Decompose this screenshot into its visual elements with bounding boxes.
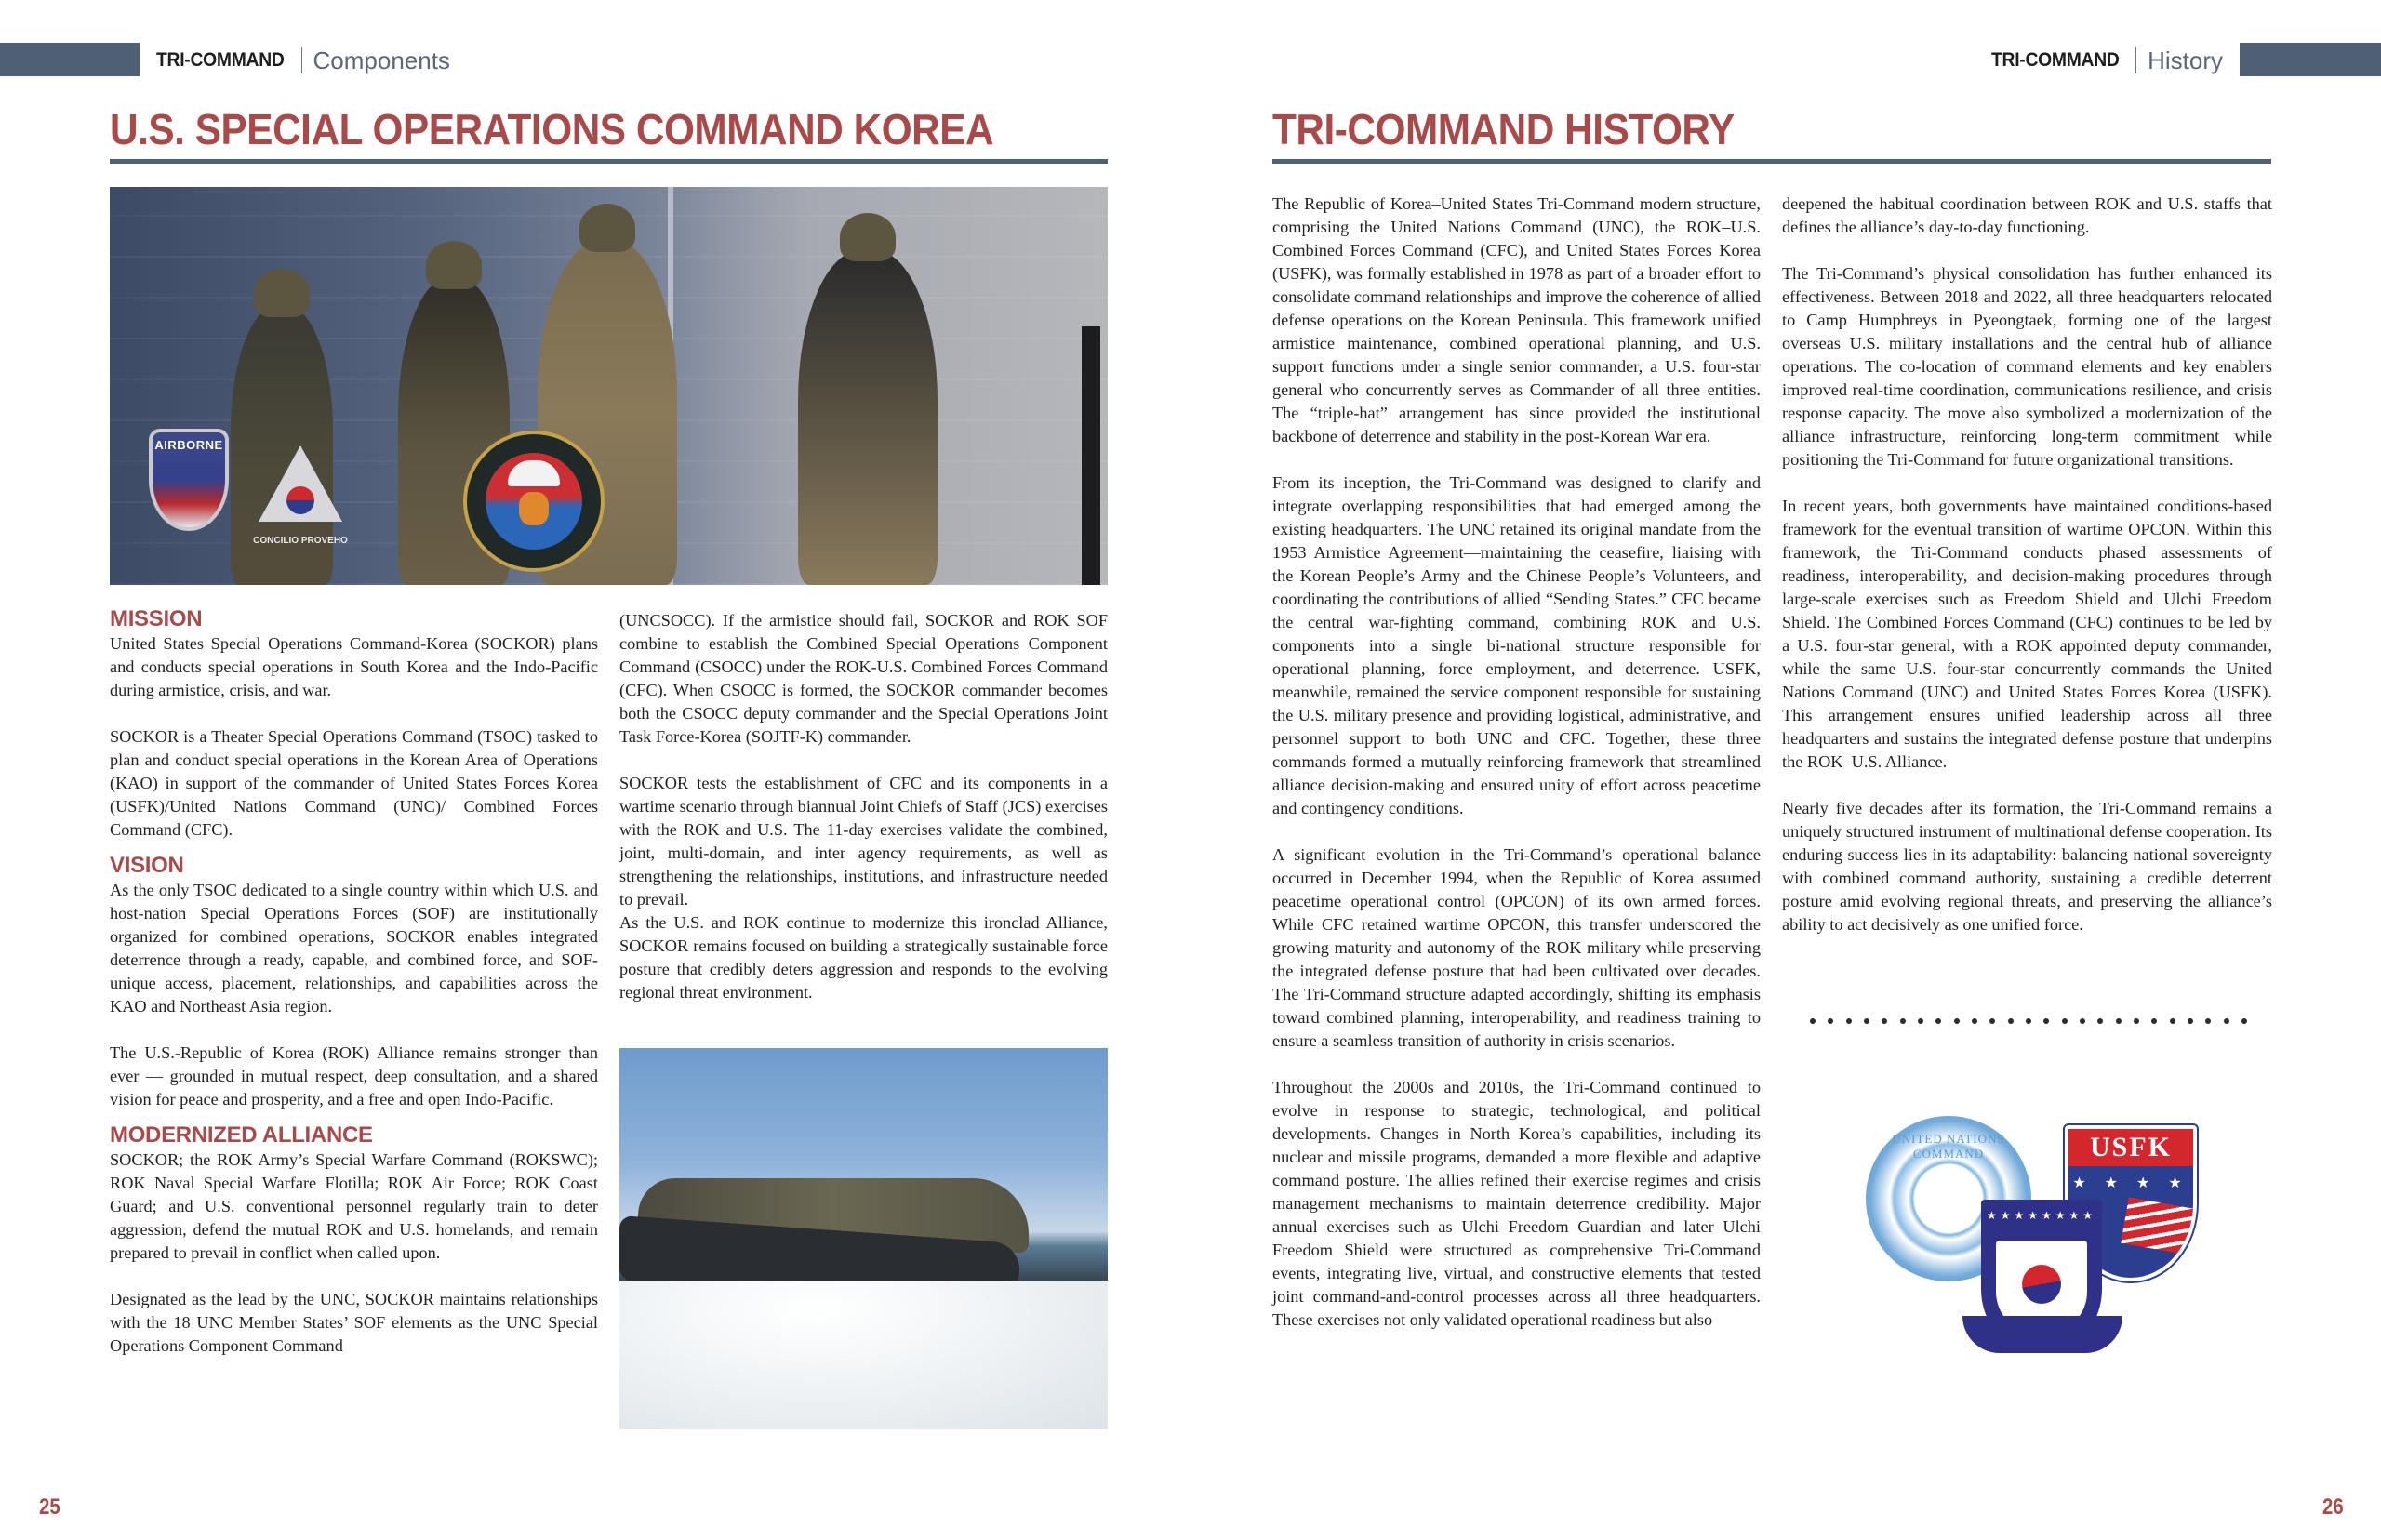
right-column-2: [1782, 192, 2272, 936]
right-page: [1190, 0, 2381, 1540]
hero-photo: [110, 187, 1108, 585]
running-header-topic: Components: [313, 46, 450, 74]
paragraph: deepened the habitual coordination between ROK and U.S. staffs that defines the alliance’s day-to-day functioning.: [1782, 194, 2272, 236]
tri-command-crest: [1860, 1107, 2251, 1376]
paragraph: The Republic of Korea–United States Tri-Command modern structure, comprising the United Nations Command (UNC), the ROK–U.S. Combined Forces Command (CFC), and United States Forces Korea (USFK), was formally established in 1978 as part of a broader effort to consolidate command relationships and improve the coherence of allied defense operations on the Korean Peninsula. This framework unified armistice maintenance, combined operational planning, and U.S. support functions under a single senior commander, a U.S. four-star general who concurrently serves as Commander of all three entities. The “triple-hat” arrangement has since provided the institutional backbone of deterrence and stability in the post-Korean War era.: [1272, 194, 1761, 445]
paragraph: The Tri-Command’s physical consolidation has further enhanced its effectiveness. Between 2018 and 2022, all three headquarters relocated to Camp Humphreys in Pyeongtaek, forming one of the largest overseas U.S. military installations and the central hub of alliance operations. The co-location of command elements and key enablers improved real-time coordination, communications resilience, and crisis response capacity. The move also symbolized a modernization of the alliance infrastructure, reinforcing long-term commitment while positioning the Tri-Command for future organizational transitions.: [1782, 264, 2272, 469]
section-heading-modernized-alliance: MODERNIZED ALLIANCE: [110, 1122, 373, 1148]
water-spray: [619, 1281, 1108, 1429]
left-page: [0, 0, 1190, 1540]
divider-dot: [1972, 1018, 1977, 1024]
insignia-motto: CONCILIO PROVEHO: [253, 536, 348, 546]
eagle-wing-shape: [2121, 1197, 2197, 1255]
running-header-bar: [2240, 43, 2381, 76]
cfc-stars: ★★★★★★★★: [1986, 1209, 2097, 1222]
paragraph: A significant evolution in the Tri-Command’s operational balance occurred in December 1994, when the Republic of Korea assumed peacetime operational control (OPCON) of its own armed forces. While CFC retained wartime OPCON, this transfer underscored the growing maturity and autonomy of the ROK military while preserving the integrated defense posture that had been cultivated over decades. The Tri-Command structure adapted accordingly, shifting its emphasis toward combined planning, interoperability, and readiness training to ensure a seamless transition of authority in crisis scenarios.: [1272, 845, 1761, 1050]
running-header-topic: History: [2148, 46, 2223, 74]
page-number: 26: [2322, 1494, 2344, 1520]
page-title: TRI-COMMAND HISTORY: [1272, 105, 1735, 153]
taeguk-disk: [286, 486, 314, 514]
paragraph: The U.S.-Republic of Korea (ROK) Alliance remains stronger than ever — grounded in mutual respect, deep consultation, and a shared vision for peace and prosperity, and a free and open Indo-Pacific.: [110, 1043, 598, 1109]
divider-dot: [2026, 1018, 2031, 1024]
airborne-tab-label: AIRBORNE: [154, 438, 223, 452]
usfk-stars: ★ ★ ★ ★: [2072, 1175, 2189, 1191]
paragraph: From its inception, the Tri-Command was designed to clarify and integrate overlapping responsibilities that had emerged among the existing headquarters. The UNC retained its original mandate from the 1953 Armistice Agreement—maintaining the ceasefire, liaising with the Korean People’s Army and the Chinese People’s Volunteers, and coordinating the contributions of allied “Sending States.” CFC became the central war-fighting command, combining ROK and U.S. components into a single bi-national structure responsible for operational planning, force employment, and deterrence. USFK, meanwhile, remained the service component responsible for sustaining the U.S. military presence and providing logistical, administrative, and personnel support to both UNC and CFC. Together, these three commands formed a mutually reinforcing framework that streamlined alliance decision-making and ensured unity of effort across peacetime and contingency conditions.: [1272, 473, 1761, 817]
helmet: [579, 204, 635, 252]
paragraph: SOCKOR; the ROK Army’s Special Warfare Command (ROKSWC); ROK Naval Special Warfare Flotilla; ROK Air Force; ROK Coast Guard; and U.S. conventional personnel regularly train to deter aggression, defend the mutual ROK and U.S. homelands, and remain prepared to prevail in conflict when called upon.: [110, 1150, 598, 1262]
soldier-figure: [798, 250, 938, 585]
running-header: [156, 46, 450, 74]
page-number: 25: [39, 1494, 60, 1520]
unc-seal-label: UNITED NATIONS COMMAND: [1892, 1132, 2005, 1161]
paragraph: United States Special Operations Command-Korea (SOCKOR) plans and conducts special operations in South Korea and the Indo-Pacific during armistice, crisis, and war.: [110, 634, 598, 699]
section-heading-vision: VISION: [110, 853, 184, 878]
airborne-insignia-icon: [149, 429, 229, 531]
divider-dot: [2151, 1018, 2157, 1024]
helmet: [840, 213, 896, 261]
divider-dot: [2116, 1018, 2122, 1024]
running-header: [1991, 46, 2223, 74]
laurel-ribbon: [1962, 1316, 2122, 1353]
title-underline: [110, 159, 1108, 164]
parachute-shape: [508, 460, 560, 486]
divider-dot: [2097, 1018, 2103, 1024]
boat-photo: [619, 1048, 1108, 1429]
divider-dot: [1989, 1018, 1995, 1024]
divider-dot: [2080, 1018, 2085, 1024]
running-header-divider: [2135, 47, 2136, 73]
left-column-2: [619, 609, 1108, 1004]
divider-dot: [2170, 1018, 2175, 1024]
seal-center: [486, 453, 582, 550]
divider-dot: [1810, 1018, 1816, 1024]
running-header-section: TRI-COMMAND: [156, 49, 285, 71]
divider-dot: [1935, 1018, 1941, 1024]
running-header-bar: [0, 43, 140, 76]
sockor-seal-icon: [463, 431, 605, 572]
paragraph: As the U.S. and ROK continue to modernize this ironclad Alliance, SOCKOR remains focused on building a strategically sustainable force posture that credibly deters aggression and responds to the evolving regional threat environment.: [619, 913, 1108, 1002]
divider-dot: [2188, 1018, 2193, 1024]
divider-dot: [1828, 1018, 1833, 1024]
divider-dot: [2224, 1018, 2229, 1024]
tiger-shape: [519, 492, 549, 525]
section-heading-mission: MISSION: [110, 606, 203, 631]
helmet: [254, 269, 310, 317]
divider-dot: [2008, 1018, 2014, 1024]
page-title: U.S. SPECIAL OPERATIONS COMMAND KOREA: [110, 105, 994, 153]
divider-dot: [2241, 1018, 2247, 1024]
paragraph: As the only TSOC dedicated to a single country within which U.S. and host-nation Special Operations Forces (SOF) are institutionally organized for combined operations, SOCKOR enables integrated deterrence through a ready, capable, and combined force, and SOF-unique access, placement, relationships, and capabilities across the KAO and Northeast Asia region.: [110, 881, 598, 1016]
divider-dot: [1954, 1018, 1960, 1024]
signpost: [1082, 326, 1100, 585]
running-header-section: TRI-COMMAND: [1990, 49, 2120, 71]
taeguk-icon: [2022, 1265, 2061, 1304]
helmet: [426, 241, 482, 289]
divider-dot: [2043, 1018, 2049, 1024]
divider-dot: [1882, 1018, 1887, 1024]
concilio-insignia-icon: [249, 445, 352, 546]
paragraph: Nearly five decades after its formation, the Tri-Command remains a uniquely structured instrument of multinational defense cooperation. Its enduring success lies in its adaptability: balancing national sovereignty with combined command authority, sustaining a credible deterrent posture amid evolving regional threats, and preserving the alliance’s ability to act decisively as one unified force.: [1782, 799, 2272, 934]
title-underline: [1272, 159, 2271, 164]
paragraph: Designated as the lead by the UNC, SOCKOR maintains relationships with the 18 UNC Member States’ SOF elements as the UNC Special Operations Component Command: [110, 1290, 598, 1355]
divider-dot: [1864, 1018, 1869, 1024]
divider-dot: [2062, 1018, 2068, 1024]
divider-dot: [1900, 1018, 1906, 1024]
left-column-1: [110, 606, 598, 1358]
divider-dot: [1918, 1018, 1923, 1024]
divider-dot: [2205, 1018, 2211, 1024]
running-header-divider: [301, 47, 302, 73]
paragraph: (UNCSOCC). If the armistice should fail, SOCKOR and ROK SOF combine to establish the Combined Special Operations Component Command (CSOCC) under the ROK-U.S. Combined Forces Command (CFC). When CSOCC is formed, the SOCKOR commander becomes both the CSOCC deputy commander and the Special Operations Joint Task Force-Korea (SOJTF-K) commander.: [619, 611, 1108, 746]
divider-dot: [2134, 1018, 2139, 1024]
right-column-1: [1272, 192, 1761, 1332]
paragraph: SOCKOR is a Theater Special Operations Command (TSOC) tasked to plan and conduct special operations in the Korean Area of Operations (KAO) in support of the commander of United States Forces Korea (USFK)/United Nations Command (UNC)/ Combined Forces Command (CFC).: [110, 727, 598, 839]
usfk-label: USFK: [2068, 1129, 2193, 1166]
divider-dot: [1846, 1018, 1852, 1024]
paragraph: SOCKOR tests the establishment of CFC and its components in a wartime scenario through biannual Joint Chiefs of Staff (JCS) exercises with the ROK and U.S. The 11-day exercises validate the combined, joint, multi-domain, and inter agency requirements, as well as strengthening the relationships, institutions, and infrastructure needed to prevail.: [619, 774, 1108, 909]
dotted-divider: [1810, 1018, 2247, 1024]
paragraph: In recent years, both governments have maintained conditions-based framework for the eventual transition of wartime OPCON. Within this framework, the Tri-Command conducts phased assessments of readiness, interoperability, and decision-making procedures through large-scale exercises such as Freedom Shield and Ulchi Freedom Shield. The Combined Forces Command (CFC) continues to be led by a U.S. four-star general, with a ROK appointed deputy commander, while the same U.S. four-star concurrently commands the United Nations Command (UNC) and United States Forces Korea (USFK). This arrangement ensures unified leadership across all three headquarters and sustains the integrated defense posture that underpins the ROK–U.S. Alliance.: [1782, 497, 2272, 771]
paragraph: Throughout the 2000s and 2010s, the Tri-Command continued to evolve in response to strategic, technological, and political developments. Changes in North Korea’s capabilities, including its nuclear and missile programs, demanded a more flexible and adaptive command posture. The allies refined their exercise regimes and crisis management mechanisms to maintain deterrence credibility. Major annual exercises such as Ulchi Freedom Guardian and later Ulchi Freedom Shield were structured as comprehensive Tri-Command events, integrating live, virtual, and constructive elements that tested joint command-and-control processes across all three headquarters. These exercises not only validated operational readiness but also: [1272, 1078, 1761, 1329]
